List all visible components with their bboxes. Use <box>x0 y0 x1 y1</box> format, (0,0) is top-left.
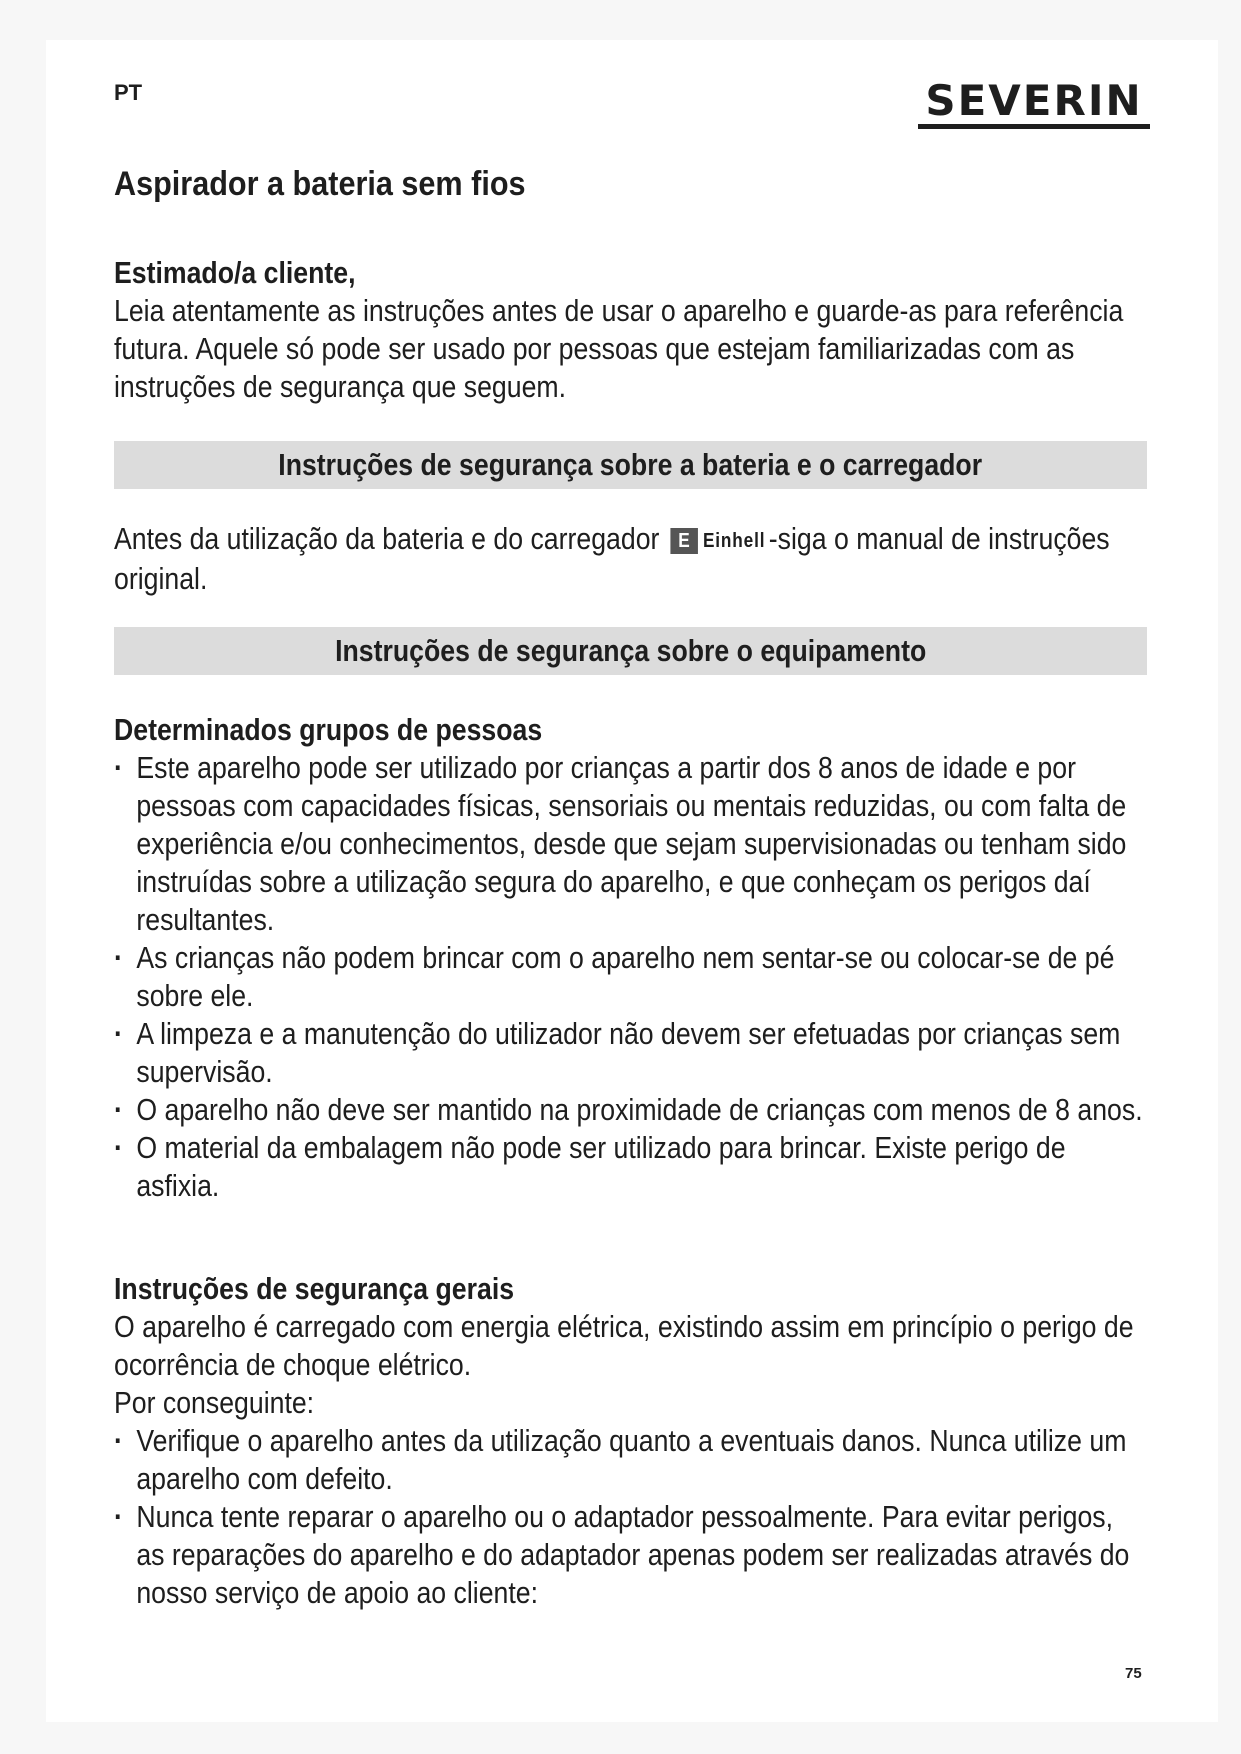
list-item: · Este aparelho pode ser utilizado por crianças a partir dos 8 anos de idade e por pessoas com capacidades físicas, sensoriais ou mentais reduzidas, ou com falta de experiência e/ou conhecimentos, desde que sejam supervisionadas ou tenham sido instruídas sobre a utilização segura do aparelho, e que conheçam os perigos daí resultantes. <box>114 749 1144 939</box>
list-item: · A limpeza e a manutenção do utilizador não devem ser efetuadas por crianças sem supervisão. <box>114 1015 1144 1091</box>
groups-list <box>114 749 1144 1205</box>
battery-text-after: -siga o manual de instruções original. <box>114 521 1110 596</box>
list-item: · O material da embalagem não pode ser utilizado para brincar. Existe perigo de asfixia. <box>114 1129 1144 1205</box>
list-item: · Nunca tente reparar o aparelho ou o adaptador pessoalmente. Para evitar perigos, as reparações do aparelho e do adaptador apenas podem ser realizadas através do nosso serviço de apoio ao cliente: <box>114 1498 1144 1612</box>
general-text: O aparelho é carregado com energia elétrica, existindo assim em princípio o perigo de ocorrência de choque elétrico. <box>114 1309 1134 1382</box>
einhell-logo-text: Einhell <box>702 529 766 552</box>
section-heading-battery: Instruções de segurança sobre a bateria e o carregador <box>278 447 983 482</box>
battery-text-before: Antes da utilização da bateria e do carregador <box>114 521 660 556</box>
general-list <box>114 1422 1144 1612</box>
section-bar-battery <box>114 441 1147 489</box>
page-title: Aspirador a bateria sem fios <box>114 165 526 203</box>
language-label: PT <box>114 80 143 105</box>
general-lead: Por conseguinte: <box>114 1385 315 1420</box>
section-bar-equipment <box>114 627 1147 675</box>
intro-text: Leia atentamente as instruções antes de usar o aparelho e guarde-as para referência futura. Aquele só pode ser usado por pessoas que estejam familiarizadas com as instruções de segurança que seguem. <box>114 293 1124 404</box>
intro-block <box>114 254 1144 406</box>
general-block <box>114 1270 1144 1612</box>
section-heading-equipment: Instruções de segurança sobre o equipamento <box>334 633 927 668</box>
list-item: · Verifique o aparelho antes da utilização quanto a eventuais danos. Nunca utilize um aparelho com defeito. <box>114 1422 1144 1498</box>
battery-block <box>114 520 1144 598</box>
groups-block <box>114 711 1144 1205</box>
list-item: · O aparelho não deve ser mantido na proximidade de crianças com menos de 8 anos. <box>114 1091 1144 1129</box>
greeting: Estimado/a cliente, <box>114 255 356 290</box>
severin-logo: SEVERIN <box>918 80 1150 129</box>
list-item: · As crianças não podem brincar com o aparelho nem sentar-se ou colocar-se de pé sobre ele. <box>114 939 1144 1015</box>
groups-heading: Determinados grupos de pessoas <box>114 712 543 747</box>
einhell-logo <box>670 522 765 560</box>
page-number: 75 <box>1125 1665 1142 1682</box>
general-heading: Instruções de segurança gerais <box>114 1271 515 1306</box>
einhell-logo-icon: E <box>670 528 698 554</box>
